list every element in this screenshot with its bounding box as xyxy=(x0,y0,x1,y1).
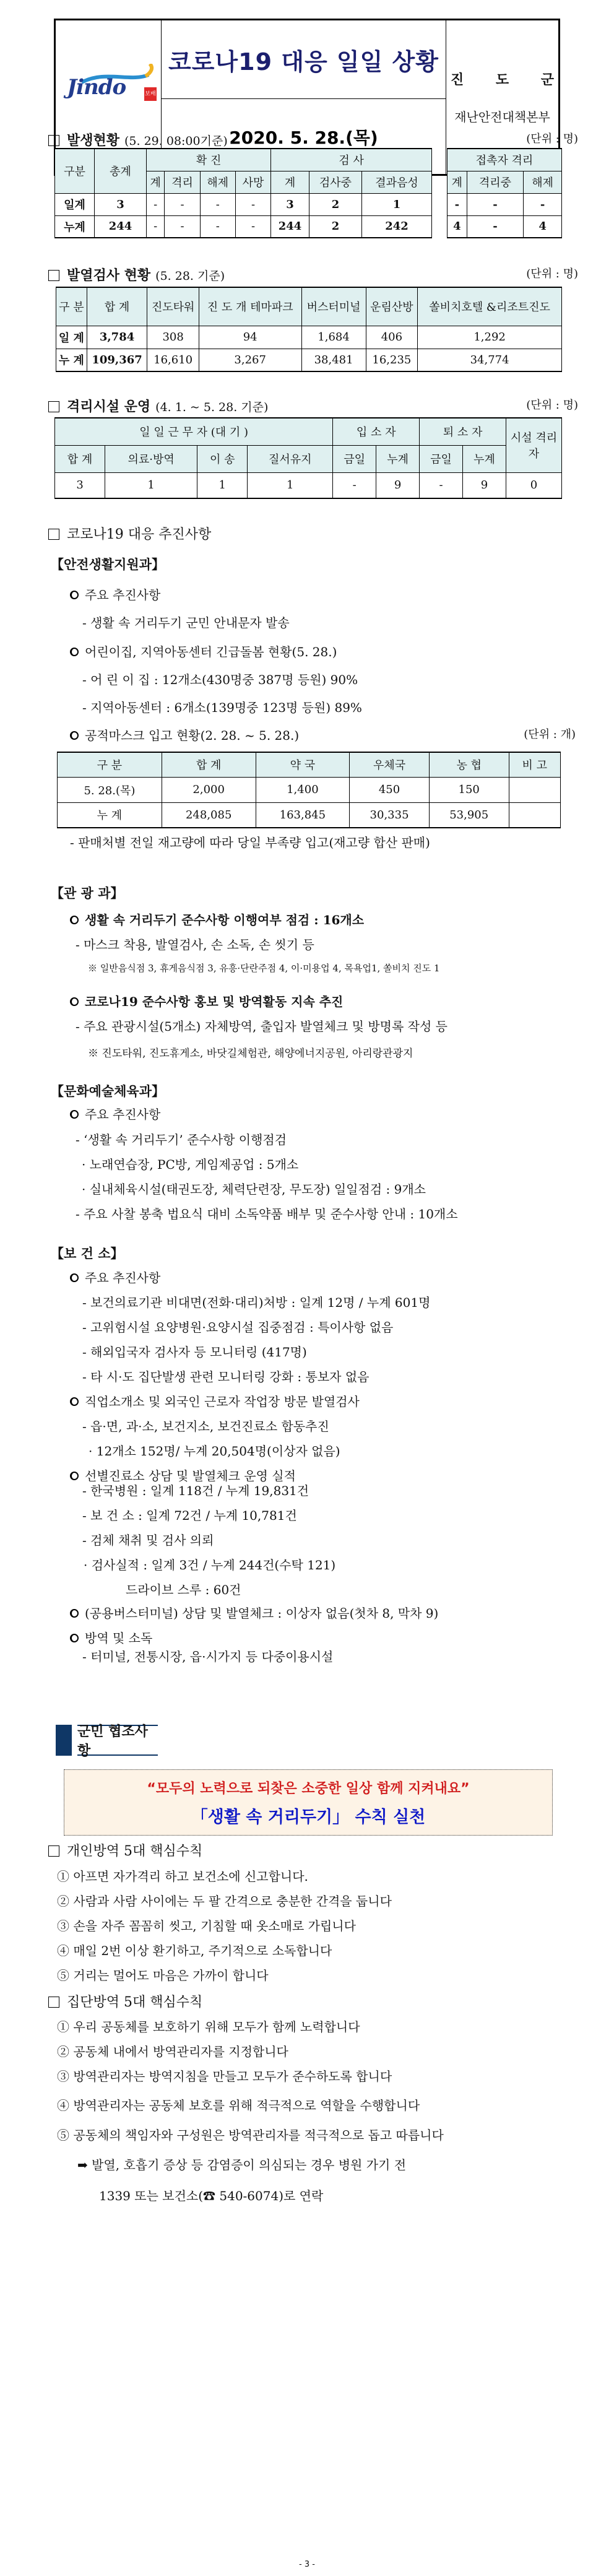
quarantine-unit: (단위 : 명) xyxy=(526,399,578,412)
list-item: · 노래연습장, PC방, 게임제공업 : 5개소 xyxy=(82,1157,299,1172)
list-item: - 주요 관광시설(5개소) 자체방역, 출입자 발열체크 및 방명록 작성 등 xyxy=(76,1019,448,1034)
list-item: · 12개소 152명/ 누계 20,504명(이상자 없음) xyxy=(89,1444,340,1459)
square-bullet-icon xyxy=(48,529,59,540)
list-item: 직업소개소 및 외국인 근로자 작업장 방문 발열검사 xyxy=(70,1392,360,1410)
circle-bullet-icon xyxy=(70,731,79,740)
list-item: · 실내체육시설(태권도장, 체력단련장, 무도장) 일일점검 : 9개소 xyxy=(82,1182,426,1197)
note: ※ 일반음식점 3, 휴게음식점 3, 유흥·단란주점 4, 이·미용업 4, 목욕업1, 쏠비치 진도 1 xyxy=(88,963,440,974)
dept-tourism: 【관 광 과】 xyxy=(51,885,124,901)
fever-heading: 발열검사 현황 (5. 28. 기준) xyxy=(48,265,225,284)
note: ※ 진도타워, 진도휴게소, 바닷길체험관, 해양에너지공원, 아리랑관광지 xyxy=(88,1047,413,1060)
dept-safety: 【안전생활지원과】 xyxy=(51,557,165,572)
list-item: 공적마스크 입고 현황(2. 28. ~ 5. 28.) xyxy=(70,726,299,744)
list-item: - 주요 사찰 봉축 법요식 대비 소독약품 배부 및 준수사항 안내 : 10개소 xyxy=(76,1207,458,1221)
list-item: · 검사실적 : 일계 3건 / 누계 244건(수탁 121) xyxy=(84,1558,336,1572)
cooperation-title: 군민 협조사항 xyxy=(77,1725,158,1756)
list-item: ④ 방역관리자는 공동체 보호를 위해 적극적으로 역할을 수행합니다 xyxy=(57,2098,420,2113)
list-item: - 해외입국자 검사자 등 모니터링 (417명) xyxy=(82,1345,307,1360)
list-item: ① 아프면 자가격리 하고 보건소에 신고합니다. xyxy=(57,1869,308,1884)
square-bullet-icon xyxy=(48,135,59,146)
list-item: ⑤ 공동체의 책임자와 구성원은 방역관리자를 적극적으로 돕고 따릅니다 xyxy=(57,2128,444,2143)
list-item: - 판매처별 전일 재고량에 따라 당일 부족량 입고(재고량 합산 판매) xyxy=(70,835,430,850)
table-row: 누 계 248,085 163,845 30,335 53,905 xyxy=(58,802,561,828)
square-bullet-icon xyxy=(48,270,59,281)
slogan-box xyxy=(64,1769,553,1836)
org-name: 진 도 군 xyxy=(450,72,568,88)
circle-bullet-icon xyxy=(70,1609,79,1618)
fever-table: 구 분 합 계 진도타워 진 도 개 테마파크 버스터미널 운림산방 쏠비치호텔 &리조트진도 일 계 3,784 308 94 1,684 406 1,292 누 계 109,367 16,610 3,267 38,481 16,235 34,774 xyxy=(56,287,562,372)
list-item: - 생활 속 거리두기 군민 안내문자 발송 xyxy=(82,615,290,630)
mask-unit: (단위 : 개) xyxy=(524,728,576,741)
list-item: - 타 시·도 집단발생 관련 모니터링 강화 : 통보자 없음 xyxy=(82,1369,370,1384)
mask-table: 구 분 합 계 약 국 우체국 농 협 비 고 5. 28.(목) 2,000 1,400 450 150 누 계 248,085 163,845 30,335 53,905 xyxy=(57,752,561,828)
circle-bullet-icon xyxy=(70,648,79,656)
dept-culture: 【문화예술체육과】 xyxy=(51,1083,165,1099)
list-item: ⑤ 거리는 멀어도 마음은 가까이 합니다 xyxy=(57,1968,269,1983)
occurrence-unit: (단위 : 명) xyxy=(526,132,578,145)
table-row: 누 계 109,367 16,610 3,267 38,481 16,235 34,774 xyxy=(56,349,562,371)
list-item: - 읍·면, 과·소, 보건지소, 보건진료소 합동추진 xyxy=(82,1419,329,1434)
list-item: ② 사람과 사람 사이에는 두 팔 간격으로 충분한 간격을 둡니다 xyxy=(57,1894,392,1909)
list-item: - 보 건 소 : 일계 72건 / 누계 10,781건 xyxy=(82,1508,297,1523)
occurrence-heading: 발생현황 (5. 29. 08:00기준) xyxy=(48,130,228,149)
list-item: - 한국병원 : 일계 118건 / 누계 19,831건 xyxy=(82,1483,309,1498)
logo-text: Jindo xyxy=(67,75,126,100)
page-number: - 3 - xyxy=(299,2560,315,2569)
list-item: ② 공동체 내에서 방역관리자를 지정합니다 xyxy=(57,2044,288,2059)
report-title: 코로나19 대응 일일 상황 xyxy=(162,20,446,99)
list-item: ④ 매일 2번 이상 환기하고, 주기적으로 소독합니다 xyxy=(57,1943,332,1958)
table-row: 일계 3 - - - - 3 2 1 xyxy=(55,193,432,215)
dept-health: 【보 건 소】 xyxy=(51,1246,124,1261)
table-row: 누계 244 - - - - 244 2 242 xyxy=(55,215,432,238)
table-row: 5. 28.(목) 2,000 1,400 450 150 xyxy=(58,777,561,802)
list-item: 주요 추진사항 xyxy=(70,1268,160,1286)
list-item: 선별진료소 상담 및 발열체크 운영 실적 xyxy=(70,1466,296,1484)
report-date: 2020. 5. 28.(목) xyxy=(229,127,378,148)
circle-bullet-icon xyxy=(70,591,79,599)
logo-seal: 보배섬 xyxy=(144,87,157,101)
list-item: - 검체 채취 및 검사 의뢰 xyxy=(82,1533,214,1548)
slogan-line-2: 「생활 속 거리두기」 수칙 실천 xyxy=(191,1807,426,1827)
org-dept: 재난안전대책본부 xyxy=(454,110,550,124)
quarantine-heading: 격리시설 운영 (4. 1. ~ 5. 28. 기준) xyxy=(48,396,268,415)
circle-bullet-icon xyxy=(70,1273,79,1282)
list-item: ① 우리 공동체를 보호하기 위해 모두가 함께 노력합니다 xyxy=(57,2019,360,2034)
section-marker xyxy=(56,1725,72,1756)
fever-unit: (단위 : 명) xyxy=(526,267,578,280)
contact-table: 접촉자 격리 계 격리중 해제 - - - 4 - 4 xyxy=(447,148,562,238)
circle-bullet-icon xyxy=(70,997,79,1006)
list-item: - 마스크 착용, 발열검사, 손 소독, 손 씻기 등 xyxy=(76,937,314,952)
personal-rules-heading: 개인방역 5대 핵심수칙 xyxy=(48,1841,202,1860)
table-row: 일 계 3,784 308 94 1,684 406 1,292 xyxy=(56,326,562,349)
list-item: 방역 및 소독 xyxy=(70,1628,152,1646)
circle-bullet-icon xyxy=(70,1472,79,1480)
list-item: 어린이집, 지역아동센터 긴급돌봄 현황(5. 28.) xyxy=(70,642,337,660)
square-bullet-icon xyxy=(48,1845,59,1857)
list-item: - 터미널, 전통시장, 읍·시가지 등 다중이용시설 xyxy=(82,1649,334,1664)
measures-heading: 코로나19 대응 추진사항 xyxy=(48,524,211,543)
list-item: 주요 추진사항 xyxy=(70,585,160,603)
circle-bullet-icon xyxy=(70,1634,79,1642)
list-item: - 어 린 이 집 : 12개소(430명중 387명 등원) 90% xyxy=(82,672,358,687)
quarantine-table: 일 일 근 무 자 (대 기 ) 입 소 자 퇴 소 자 시설 격리자 합 계 의료·방역 이 송 질서유지 금일 누계 금일 누계 3 1 1 1 - 9 - 9 0 xyxy=(54,417,562,499)
list-item: 주요 추진사항 xyxy=(70,1104,160,1122)
group-rules-heading: 집단방역 5대 핵심수칙 xyxy=(48,1992,202,2011)
square-bullet-icon xyxy=(48,401,59,412)
table-row: 3 1 1 1 - 9 - 9 0 xyxy=(55,472,562,498)
list-item: 생활 속 거리두기 준수사항 이행여부 점검 : 16개소 xyxy=(70,910,364,928)
list-item: ③ 손을 자주 꼼꼼히 씻고, 기침할 때 옷소매로 가립니다 xyxy=(57,1919,356,1933)
square-bullet-icon xyxy=(48,1997,59,2008)
circle-bullet-icon xyxy=(70,1397,79,1406)
circle-bullet-icon xyxy=(70,916,79,924)
list-item: - 고위험시설 요양병원·요양시설 집중점검 : 특이사항 없음 xyxy=(82,1320,394,1335)
list-item: ③ 방역관리자는 방역지침을 만들고 모두가 준수하도록 합니다 xyxy=(57,2069,392,2084)
list-item: 드라이브 스루 : 60건 xyxy=(126,1582,241,1597)
circle-bullet-icon xyxy=(70,1110,79,1119)
list-item: 코로나19 준수사항 홍보 및 방역활동 지속 추진 xyxy=(70,992,343,1010)
list-item: - ‘생활 속 거리두기’ 준수사항 이행점검 xyxy=(76,1132,287,1147)
list-item: - 지역아동센터 : 6개소(139명중 123명 등원) 89% xyxy=(82,700,362,715)
occurrence-table: 구분 총계 확 진 검 사 계 격리 해제 사망 계 검사중 결과음성 일계 3 - - - - 3 2 1 누계 244 - - - - 244 2 242 xyxy=(54,148,432,238)
list-item: - 보건의료기관 비대면(전화·대리)처방 : 일계 12명 / 누계 601명 xyxy=(82,1295,431,1310)
notice-line: ➡ 발열, 호흡기 증상 등 감염증이 의심되는 경우 병원 가기 전 xyxy=(77,2158,407,2172)
list-item: (공용버스터미널) 상담 및 발열체크 : 이상자 없음(첫차 8, 막차 9) xyxy=(70,1603,438,1621)
slogan-line-1: “모두의 노력으로 되찾은 소중한 일상 함께 지켜내요” xyxy=(147,1780,470,1797)
notice-line: 1339 또는 보건소(☎ 540-6074)로 연락 xyxy=(99,2188,324,2203)
